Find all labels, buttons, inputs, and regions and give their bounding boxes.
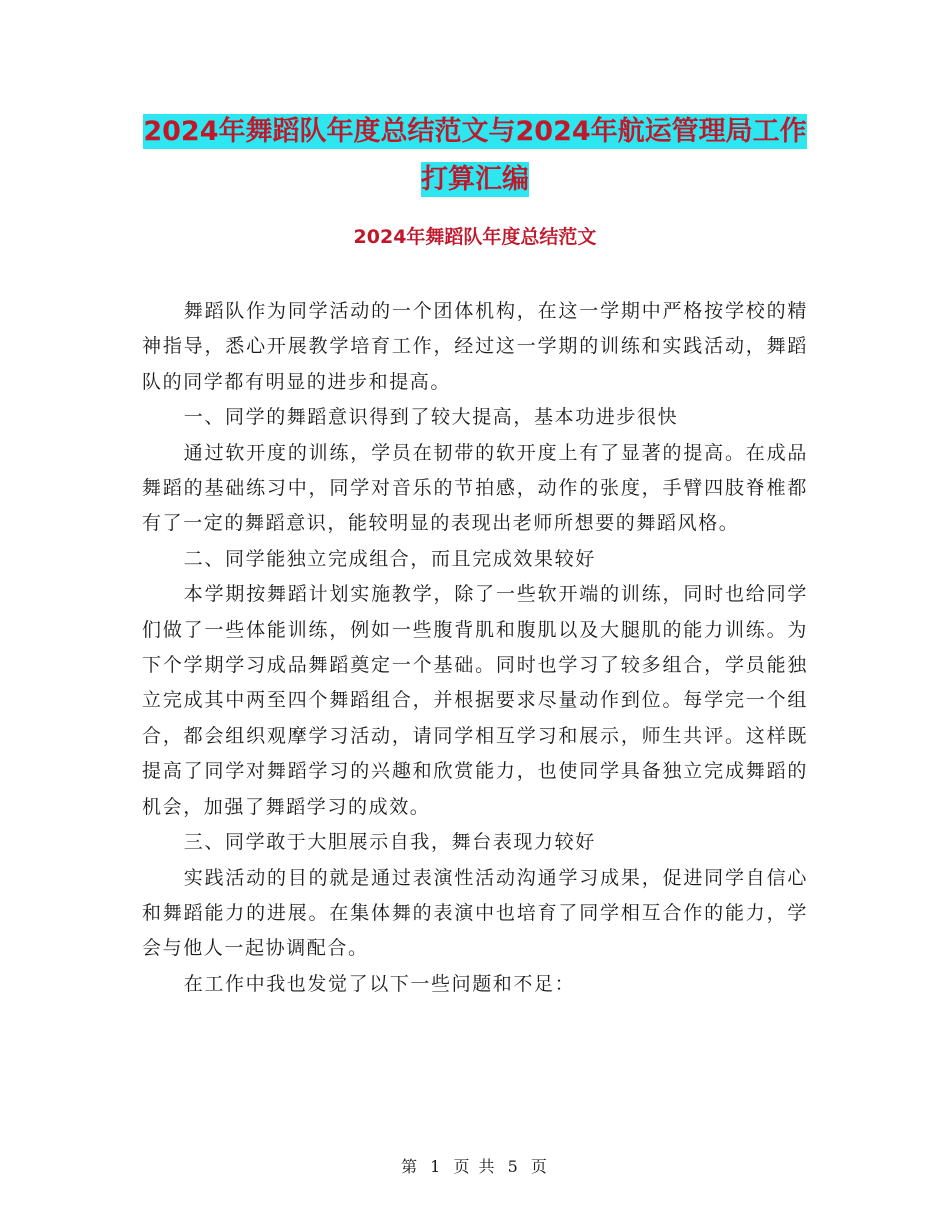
page-footer xyxy=(0,1154,950,1177)
section-title: 2024年舞蹈队年度总结范文 xyxy=(353,226,597,248)
footer-prefix: 第 xyxy=(401,1157,420,1176)
document-title xyxy=(140,108,810,204)
paragraph: 实践活动的目的就是通过表演性活动沟通学习成果，促进同学自信心和舞蹈能力的进展。在集体舞的表演中也培育了同学相互合作的能力，学会与他人一起协调配合。 xyxy=(142,866,808,960)
subheading: 二、同学能独立完成组合，而且完成效果较好 xyxy=(183,547,596,570)
subheading: 三、同学敢于大胆展示自我，舞台表现力较好 xyxy=(183,831,596,854)
footer-middle: 页 共 xyxy=(453,1157,497,1176)
document-title-line-1: 2024年舞蹈队年度总结范文与2024年航运管理局工作 xyxy=(143,116,807,147)
paragraph: 本学期按舞蹈计划实施教学，除了一些软开端的训练，同时也给同学们做了一些体能训练，例如一些腹背肌和腹肌以及大腿肌的能力训练。为下个学期学习成品舞蹈奠定一个基础。同时也学习了较多组合，学员能独立完成其中两至四个舞蹈组合，并根据要求尽量动作到位。每学完一个组合，都会组织观摩学习活动，请同学相互学习和展示，师生共评。这样既提高了同学对舞蹈学习的兴趣和欣赏能力，也使同学具备独立完成舞蹈的机会，加强了舞蹈学习的成效。 xyxy=(142,583,808,818)
subheading: 一、同学的舞蹈意识得到了较大提高，基本功进步很快 xyxy=(183,406,679,429)
page-total: 5 xyxy=(507,1157,520,1176)
paragraph: 舞蹈队作为同学活动的一个团体机构，在这一学期中严格按学校的精神指导，悉心开展教学培育工作，经过这一学期的训练和实践活动，舞蹈队的同学都有明显的进步和提高。 xyxy=(142,300,808,393)
document-title-line-2: 打算汇编 xyxy=(421,164,529,195)
footer-suffix: 页 xyxy=(530,1157,549,1176)
page-number: 1 xyxy=(430,1157,443,1176)
body-text xyxy=(142,294,808,1002)
paragraph: 在工作中我也发觉了以下一些问题和不足： xyxy=(183,972,576,995)
paragraph: 通过软开度的训练，学员在韧带的软开度上有了显著的提高。在成品舞蹈的基础练习中，同学对音乐的节拍感，动作的张度，手臂四肢脊椎都有了一定的舞蹈意识，能较明显的表现出老师所想要的舞蹈风格。 xyxy=(142,441,808,535)
